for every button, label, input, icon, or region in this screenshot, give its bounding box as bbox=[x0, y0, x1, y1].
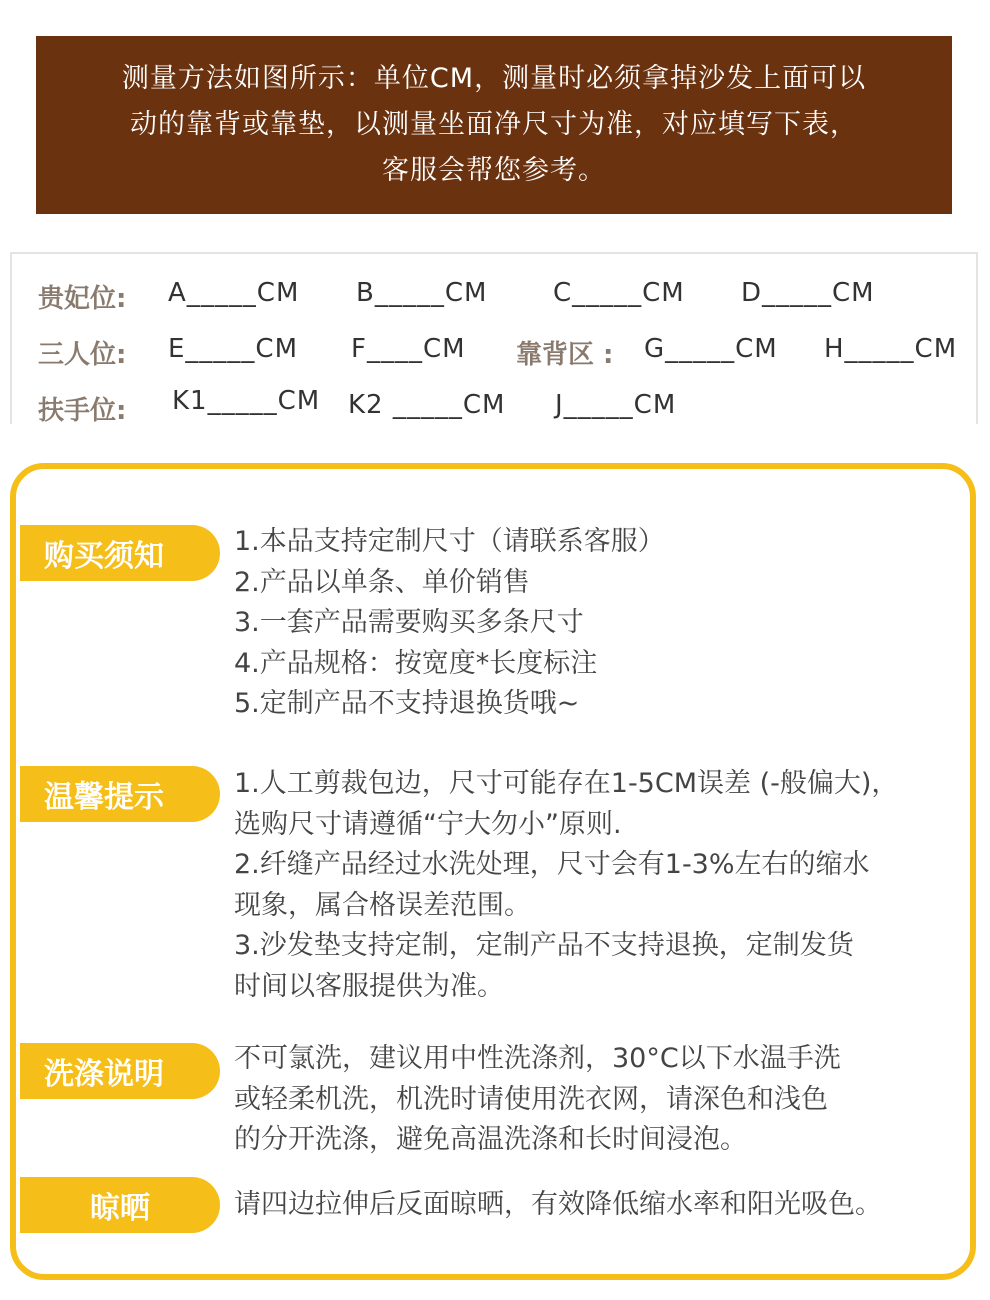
text-line: 5.定制产品不支持退换货哦~ bbox=[234, 688, 580, 719]
text-line: 3.沙发垫支持定制，定制产品不支持退换，定制发货 bbox=[234, 930, 854, 961]
drying-text bbox=[234, 1185, 964, 1226]
banner-line: 客服会帮您参考。 bbox=[382, 155, 606, 186]
measure-label-backrest: 靠背区 : bbox=[516, 340, 614, 370]
measure-field-a: A_____CM bbox=[168, 278, 300, 308]
tag-purchase-notice: 购买须知 bbox=[20, 525, 220, 581]
text-line: 现象，属合格误差范围。 bbox=[234, 889, 531, 921]
text-line: 选购尺寸请遵循“宁大勿小”原则. bbox=[234, 808, 622, 840]
measurement-instructions-banner bbox=[36, 36, 952, 214]
purchase-notice-text bbox=[234, 522, 964, 725]
banner-line: 动的靠背或靠垫，以测量坐面净尺寸为准，对应填写下表， bbox=[130, 109, 858, 140]
banner-line: 测量方法如图所示：单位CM，测量时必须拿掉沙发上面可以 bbox=[121, 63, 867, 94]
text-line: 1.本品支持定制尺寸（请联系客服） bbox=[234, 526, 665, 557]
measure-label-armrest: 扶手位: bbox=[38, 396, 127, 426]
measure-field-k2: K2 _____CM bbox=[348, 390, 506, 420]
text-line: 2.产品以单条、单价销售 bbox=[234, 566, 530, 598]
measure-label-chaise: 贵妃位: bbox=[38, 284, 127, 314]
measure-field-d: D_____CM bbox=[741, 278, 875, 308]
tag-warm-tips: 温馨提示 bbox=[20, 766, 220, 822]
measure-field-f: F____CM bbox=[351, 334, 466, 364]
text-line: 2.纤缝产品经过水洗处理，尺寸会有1-3%左右的缩水 bbox=[234, 849, 870, 880]
measure-field-h: H_____CM bbox=[824, 334, 958, 364]
warm-tips-text bbox=[234, 764, 964, 1007]
measure-field-b: B_____CM bbox=[356, 278, 488, 308]
measure-field-j: J_____CM bbox=[555, 390, 677, 420]
text-line: 时间以客服提供为准。 bbox=[234, 970, 504, 1002]
text-line: 的分开洗涤，避免高温洗涤和长时间浸泡。 bbox=[234, 1124, 747, 1155]
measure-field-k1: K1_____CM bbox=[172, 386, 321, 416]
measure-row-three-seat bbox=[38, 334, 968, 374]
text-line: 4.产品规格：按宽度*长度标注 bbox=[234, 647, 598, 679]
tag-drying: 晾晒 bbox=[20, 1177, 220, 1233]
text-line: 请四边拉伸后反面晾晒，有效降低缩水率和阳光吸色。 bbox=[234, 1189, 882, 1220]
notice-card bbox=[10, 463, 976, 1280]
measure-field-e: E_____CM bbox=[168, 334, 299, 364]
measure-row-chaise bbox=[38, 278, 968, 318]
measurement-form bbox=[10, 252, 978, 424]
text-line: 3.一套产品需要购买多条尺寸 bbox=[234, 607, 584, 638]
tag-washing-instructions: 洗涤说明 bbox=[20, 1043, 220, 1099]
text-line: 1.人工剪裁包边，尺寸可能存在1-5CM误差 (-般偏大)， bbox=[234, 768, 899, 799]
measure-label-three-seat: 三人位: bbox=[38, 340, 127, 370]
text-line: 不可氯洗，建议用中性洗涤剂，30°C以下水温手洗 bbox=[234, 1043, 841, 1074]
washing-instructions-text bbox=[234, 1039, 964, 1161]
measure-field-g: G_____CM bbox=[644, 334, 778, 364]
measure-row-armrest bbox=[38, 386, 968, 430]
measure-field-c: C_____CM bbox=[553, 278, 685, 308]
text-line: 或轻柔机洗，机洗时请使用洗衣网，请深色和浅色 bbox=[234, 1083, 828, 1115]
